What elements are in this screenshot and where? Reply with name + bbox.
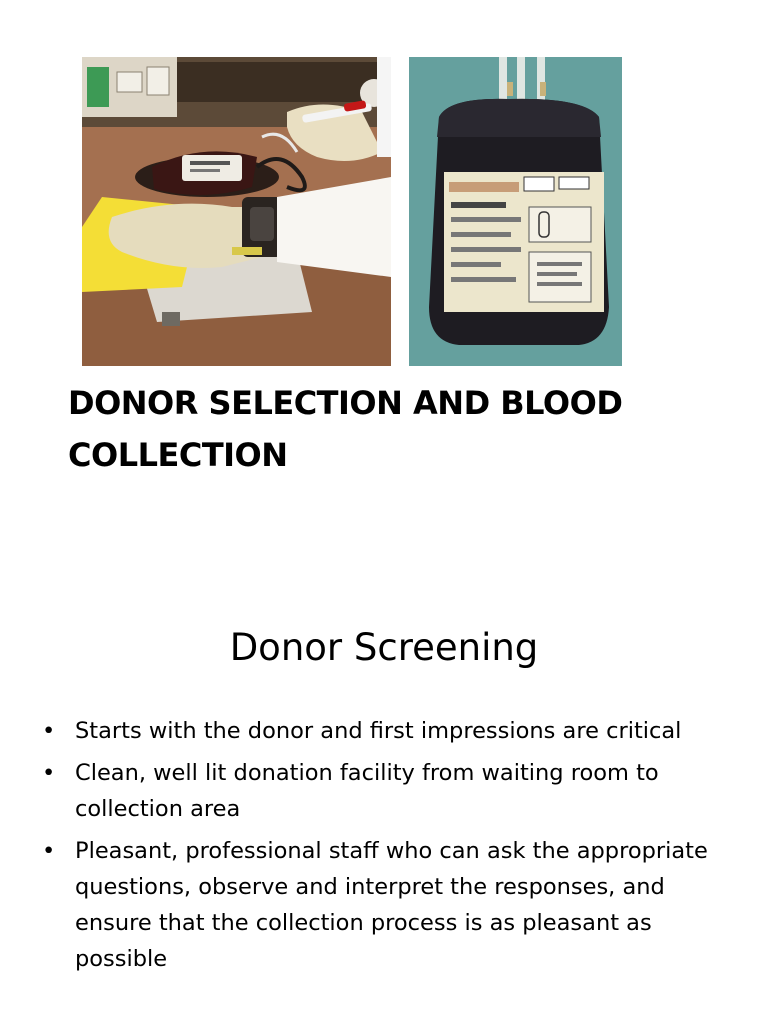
bullet-dot: •	[42, 760, 56, 786]
bullet-item	[42, 713, 732, 749]
bullet-text: Pleasant, professional staff who can ask the appropriate questions, observe and interpret the responses, and ensure that the collection process is as pleasant as possible	[75, 838, 708, 972]
bullet-text: Clean, well lit donation facility from waiting room to collection area	[75, 760, 659, 822]
slide2-title: Donor Screening	[229, 626, 539, 669]
bullet-dot: •	[42, 718, 56, 744]
slide1-title: DONOR SELECTION AND BLOOD COLLECTION	[68, 384, 623, 474]
bullet-item	[42, 833, 732, 977]
blood-bag-photo	[409, 57, 622, 366]
bullet-item	[42, 755, 732, 827]
bullet-dot: •	[42, 838, 56, 864]
bullet-list	[42, 713, 732, 983]
bullet-text: Starts with the donor and first impressions are critical	[75, 718, 682, 744]
blood-collection-photo	[82, 57, 391, 366]
